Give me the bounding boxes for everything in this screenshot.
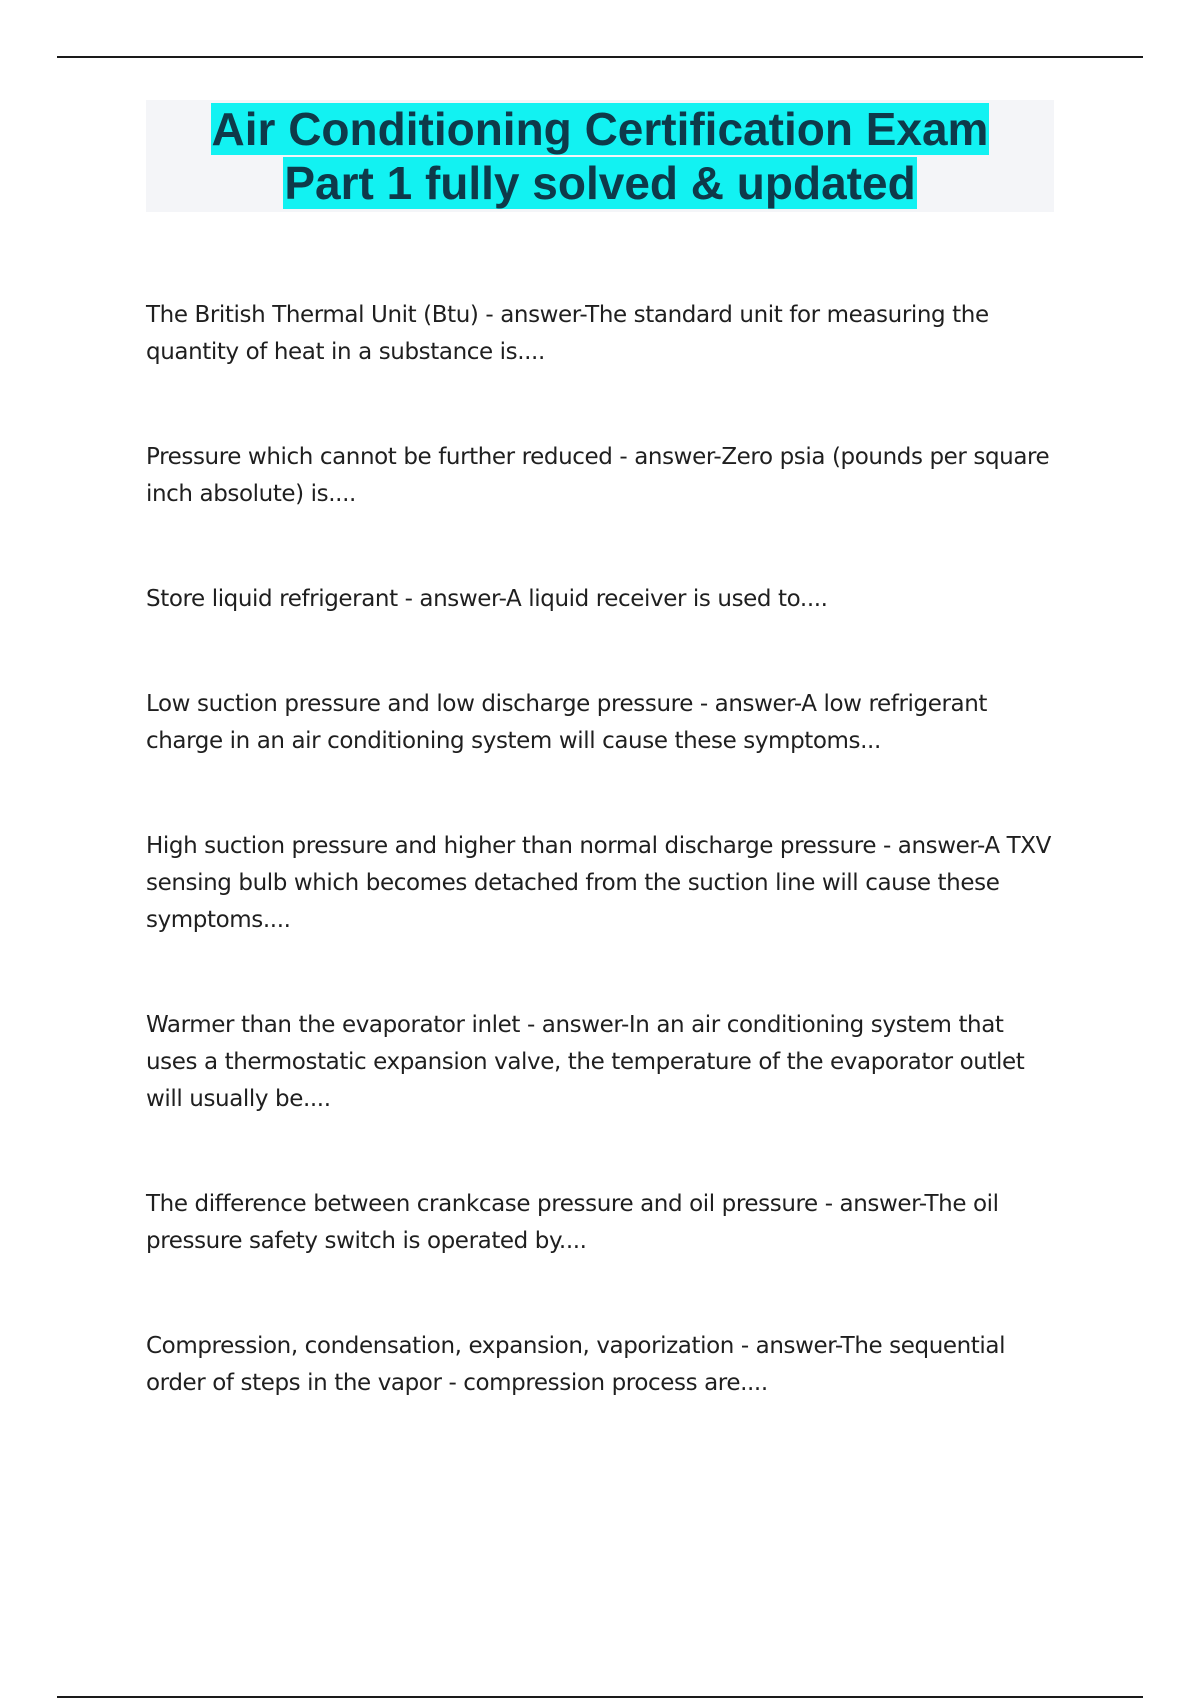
qa-list (146, 297, 1051, 1470)
qa-item-5: High suction pressure and higher than normal discharge pressure - answer-A TXV sensing bulb which becomes detached from the suction line will cause these symptoms.... (146, 833, 1051, 933)
title-line-2: Part 1 fully solved & updated (284, 157, 916, 209)
qa-item-2: Pressure which cannot be further reduced - answer-Zero psia (pounds per square inch absolute) is.... (146, 444, 1050, 507)
qa-item-1: The British Thermal Unit (Btu) - answer-The standard unit for measuring the quantity of heat in a substance is.... (146, 302, 989, 365)
title-box (146, 100, 1054, 212)
qa-item-4: Low suction pressure and low discharge pressure - answer-A low refrigerant charge in an air conditioning system will cause these symptoms... (146, 691, 988, 754)
qa-item-7: The difference between crankcase pressure and oil pressure - answer-The oil pressure safety switch is operated by.... (146, 1191, 999, 1254)
qa-item-6: Warmer than the evaporator inlet - answer-In an air conditioning system that uses a thermostatic expansion valve, the temperature of the evaporator outlet will usually be.... (146, 1012, 1025, 1112)
qa-item-8: Compression, condensation, expansion, vaporization - answer-The sequential order of steps in the vapor - compression process are.... (146, 1333, 1006, 1396)
document-title (211, 102, 990, 210)
qa-item-3: Store liquid refrigerant - answer-A liquid receiver is used to.... (146, 586, 828, 612)
title-line-1: Air Conditioning Certification Exam (211, 103, 989, 155)
header-rule (57, 56, 1143, 58)
footer-rule (57, 1696, 1143, 1698)
